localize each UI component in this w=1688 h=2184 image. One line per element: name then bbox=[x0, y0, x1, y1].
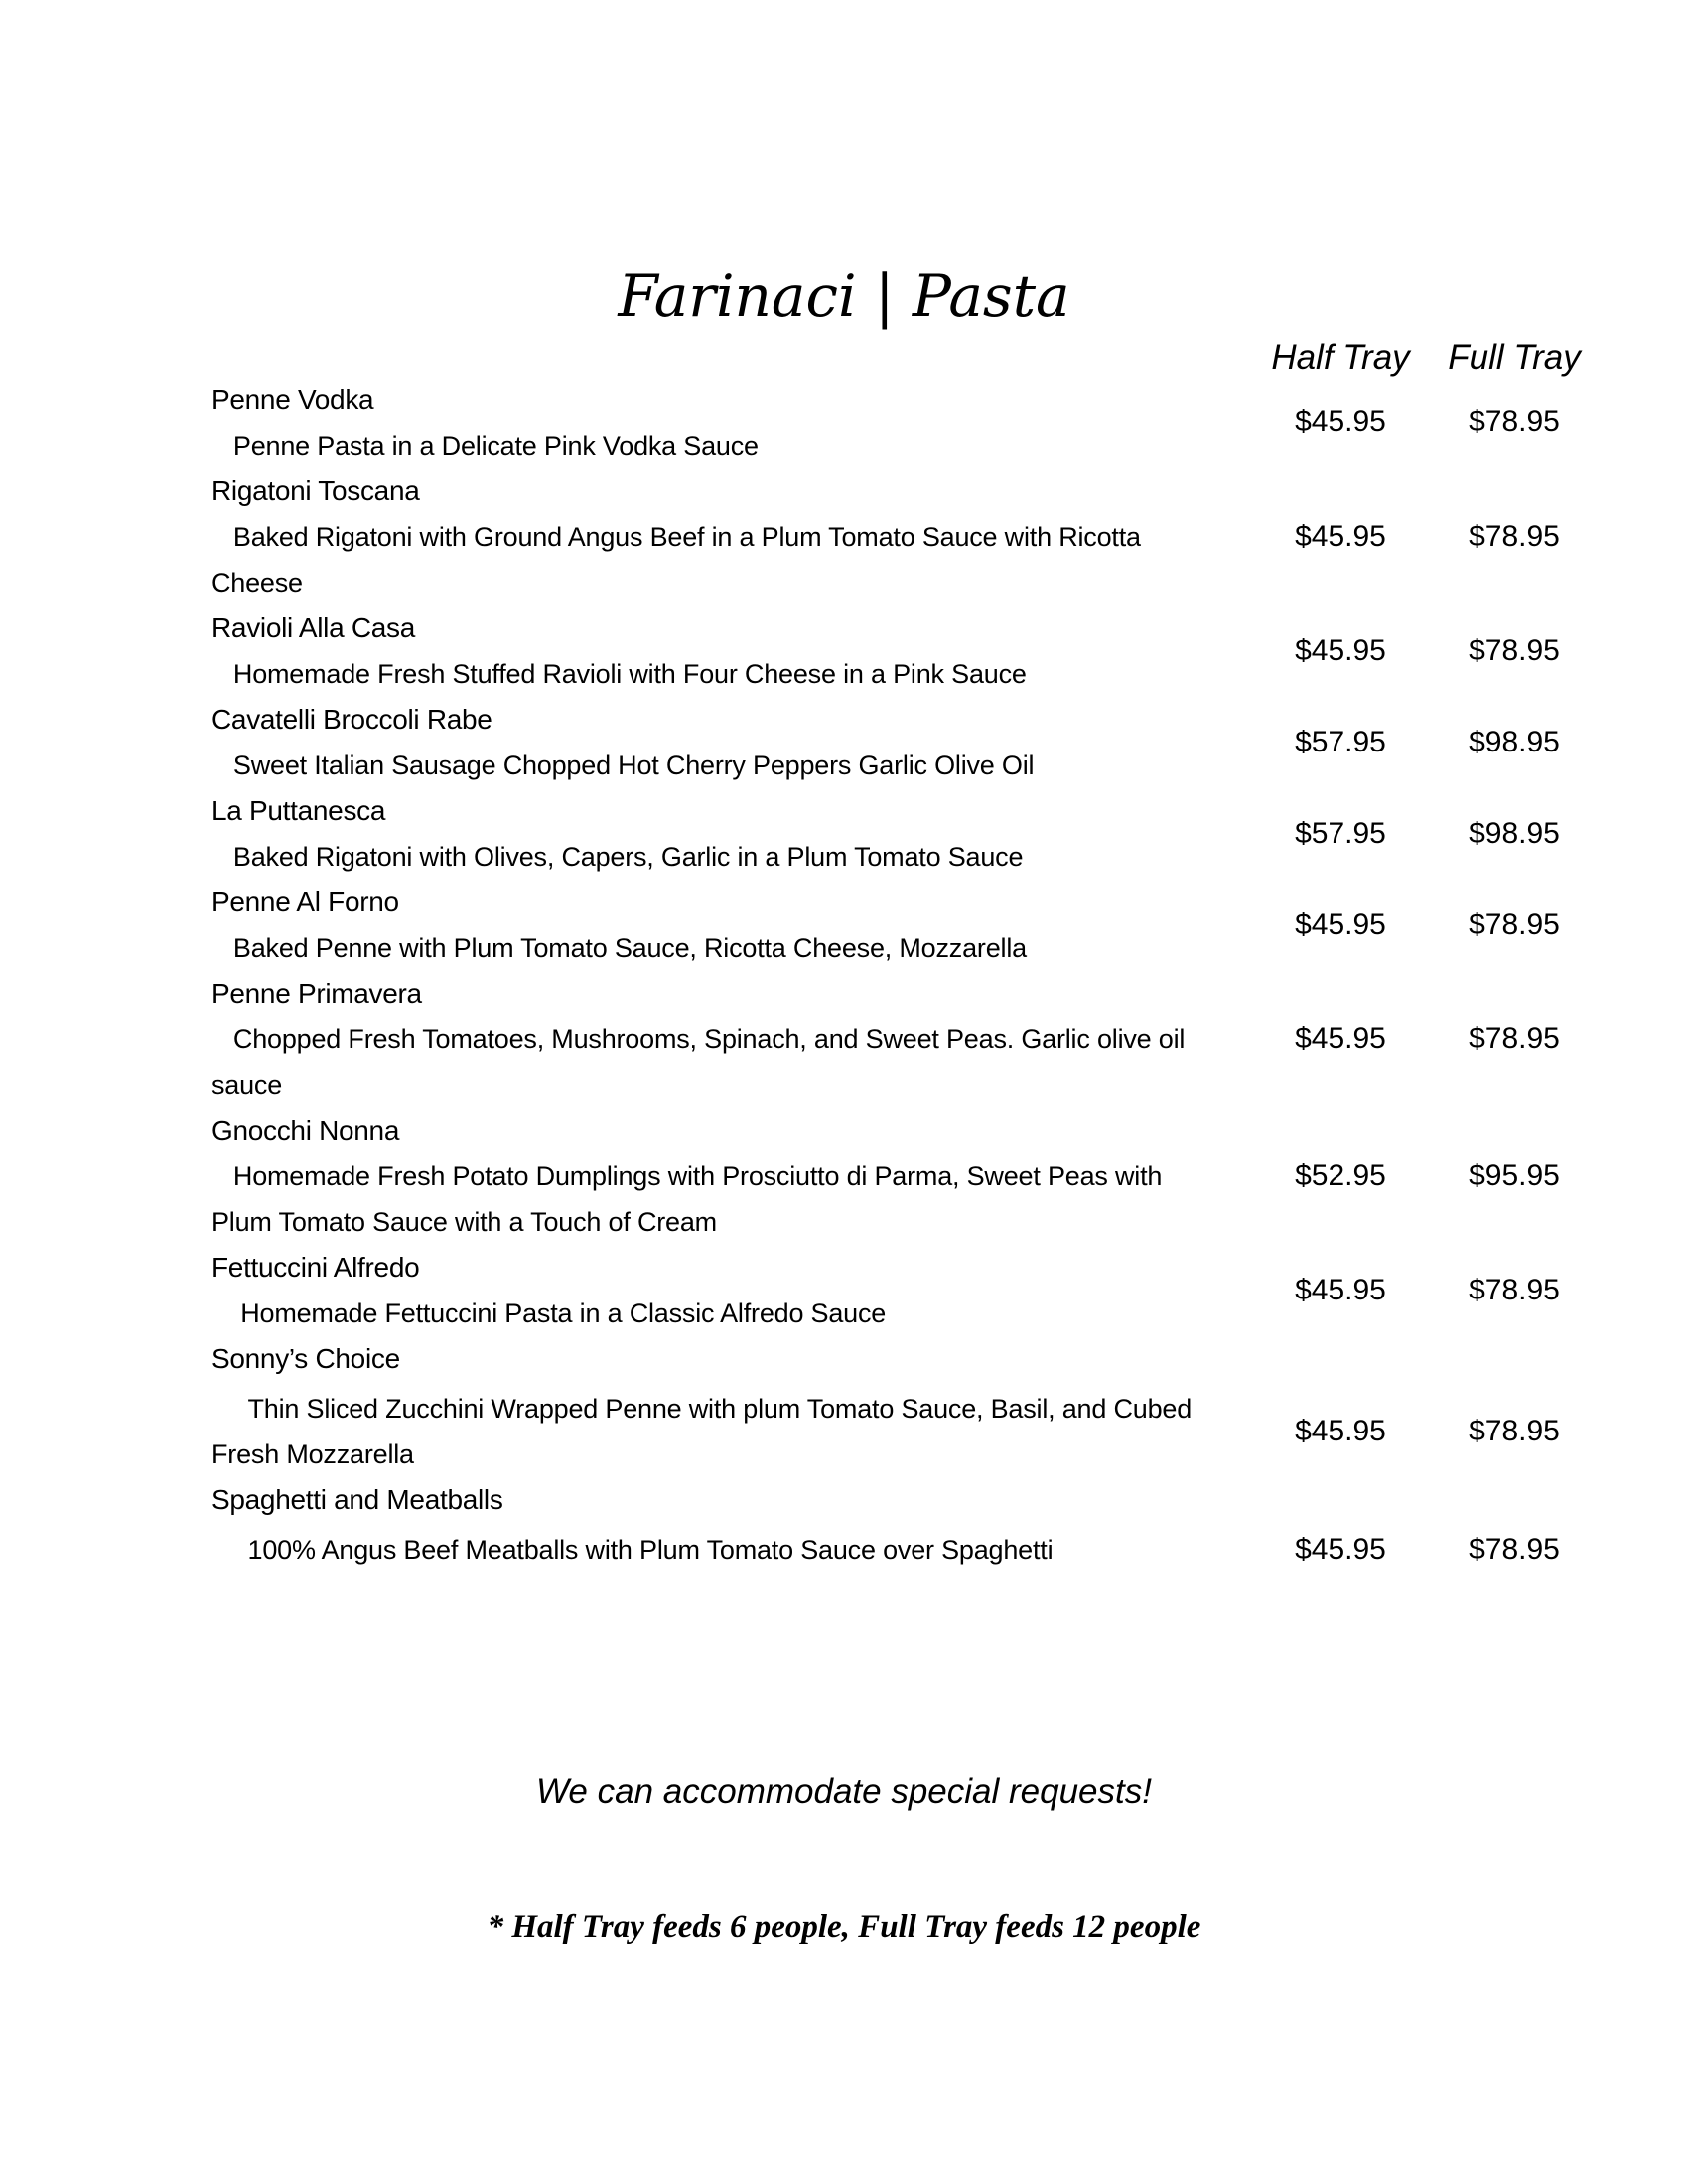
full-tray-price: $78.95 bbox=[1469, 1274, 1560, 1306]
menu-item-sonnys-choice bbox=[211, 1336, 1592, 1477]
item-description: Chopped Fresh Tomatoes, Mushrooms, Spinach, and Sweet Peas. Garlic olive oil sauce bbox=[211, 1024, 1186, 1100]
half-tray-price: $57.95 bbox=[1295, 817, 1386, 850]
item-description: Thin Sliced Zucchini Wrapped Penne with plum Tomato Sauce, Basil, and Cubed Fresh Mozzarella bbox=[211, 1394, 1193, 1469]
half-tray-price: $45.95 bbox=[1295, 405, 1386, 438]
full-tray-price: $98.95 bbox=[1469, 817, 1560, 850]
menu-item-fettuccini-alfredo bbox=[211, 1245, 1592, 1336]
menu-item-penne-vodka bbox=[211, 377, 1592, 469]
half-tray-price: $45.95 bbox=[1295, 1274, 1386, 1306]
full-tray-price: $78.95 bbox=[1469, 405, 1560, 438]
item-name: La Puttanesca bbox=[211, 795, 386, 826]
half-tray-price: $57.95 bbox=[1295, 726, 1386, 758]
tray-servings-note: * Half Tray feeds 6 people, Full Tray feeds 12 people bbox=[487, 1909, 1201, 1945]
full-tray-price: $78.95 bbox=[1469, 520, 1560, 553]
full-tray-price: $98.95 bbox=[1469, 726, 1560, 758]
full-tray-column-header: Full Tray bbox=[1448, 339, 1581, 377]
item-description: Baked Penne with Plum Tomato Sauce, Ricotta Cheese, Mozzarella bbox=[211, 933, 1027, 963]
item-name: Spaghetti and Meatballs bbox=[211, 1484, 503, 1515]
item-description: 100% Angus Beef Meatballs with Plum Tomato Sauce over Spaghetti bbox=[211, 1535, 1054, 1565]
item-description: Baked Rigatoni with Ground Angus Beef in a Plum Tomato Sauce with Ricotta Cheese bbox=[211, 522, 1141, 598]
menu-item-la-puttanesca bbox=[211, 788, 1592, 880]
item-description: Baked Rigatoni with Olives, Capers, Garlic in a Plum Tomato Sauce bbox=[211, 842, 1024, 872]
item-name: Penne Primavera bbox=[211, 978, 422, 1009]
item-description: Homemade Fettuccini Pasta in a Classic Alfredo Sauce bbox=[211, 1298, 887, 1328]
full-tray-price: $78.95 bbox=[1469, 634, 1560, 667]
half-tray-price: $45.95 bbox=[1295, 908, 1386, 941]
item-name: Rigatoni Toscana bbox=[211, 476, 420, 506]
half-tray-price: $45.95 bbox=[1295, 520, 1386, 553]
page-title: Farinaci | Pasta bbox=[618, 262, 1070, 330]
item-name: Penne Al Forno bbox=[211, 887, 399, 917]
item-name: Penne Vodka bbox=[211, 384, 374, 415]
menu-item-gnocchi-nonna bbox=[211, 1108, 1592, 1245]
full-tray-price: $78.95 bbox=[1469, 908, 1560, 941]
full-tray-price: $78.95 bbox=[1469, 1415, 1560, 1447]
full-tray-price: $78.95 bbox=[1469, 1023, 1560, 1055]
half-tray-price: $45.95 bbox=[1295, 1023, 1386, 1055]
item-name: Fettuccini Alfredo bbox=[211, 1252, 420, 1283]
menu-item-ravioli-alla-casa bbox=[211, 606, 1592, 697]
menu-item-cavatelli-broccoli-rabe bbox=[211, 697, 1592, 788]
half-tray-price: $45.95 bbox=[1295, 1533, 1386, 1566]
menu-item-penne-al-forno bbox=[211, 880, 1592, 971]
item-description: Sweet Italian Sausage Chopped Hot Cherry Peppers Garlic Olive Oil bbox=[211, 751, 1035, 780]
full-tray-price: $95.95 bbox=[1469, 1160, 1560, 1192]
menu-item-penne-primavera bbox=[211, 971, 1592, 1108]
item-name: Sonny’s Choice bbox=[211, 1343, 400, 1374]
full-tray-price: $78.95 bbox=[1469, 1533, 1560, 1566]
half-tray-column-header: Half Tray bbox=[1271, 339, 1410, 377]
item-name: Cavatelli Broccoli Rabe bbox=[211, 704, 492, 735]
pasta-menu-list bbox=[211, 377, 1592, 1572]
item-description: Homemade Fresh Potato Dumplings with Prosciutto di Parma, Sweet Peas with Plum Tomato Sauce with a Touch of Cream bbox=[211, 1161, 1163, 1237]
item-description: Penne Pasta in a Delicate Pink Vodka Sauce bbox=[211, 431, 759, 461]
special-requests-note: We can accommodate special requests! bbox=[536, 1772, 1152, 1811]
item-description: Homemade Fresh Stuffed Ravioli with Four Cheese in a Pink Sauce bbox=[211, 659, 1027, 689]
menu-item-rigatoni-toscana bbox=[211, 469, 1592, 606]
item-name: Ravioli Alla Casa bbox=[211, 613, 415, 643]
half-tray-price: $52.95 bbox=[1295, 1160, 1386, 1192]
half-tray-price: $45.95 bbox=[1295, 1415, 1386, 1447]
item-name: Gnocchi Nonna bbox=[211, 1115, 400, 1146]
menu-item-spaghetti-and-meatballs bbox=[211, 1477, 1592, 1572]
half-tray-price: $45.95 bbox=[1295, 634, 1386, 667]
